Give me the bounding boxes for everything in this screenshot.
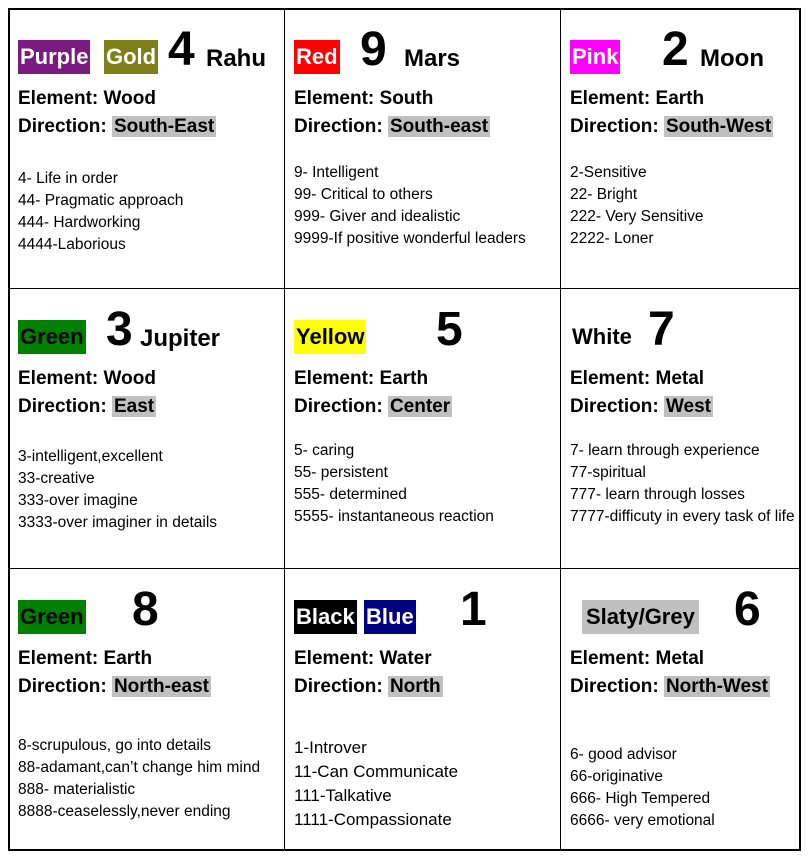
list-item: 99- Critical to others xyxy=(294,186,433,203)
cell-number: 4 xyxy=(168,23,195,76)
direction-label xyxy=(570,674,770,700)
grid-cell-7 xyxy=(562,290,801,568)
trait-list xyxy=(18,168,183,256)
direction-value: South-east xyxy=(389,116,489,137)
color-tag: Slaty/Grey xyxy=(582,600,699,634)
trait-list xyxy=(570,440,809,528)
color-tag: Red xyxy=(294,40,340,74)
color-tag: Pink xyxy=(570,40,620,74)
list-item: 3333-over imaginer in details xyxy=(18,514,218,531)
list-item: 11-Can Communicate xyxy=(294,762,459,781)
list-item: 7- learn through experience xyxy=(570,442,760,459)
element-label: Element: Metal xyxy=(570,648,705,669)
list-item: 111-Talkative xyxy=(294,786,392,805)
list-item: 7777-difficuty in every task of life xyxy=(570,508,795,525)
cell-number: 9 xyxy=(360,23,387,76)
direction-label xyxy=(570,394,713,420)
grid-cell-8 xyxy=(10,570,284,849)
color-tag: Yellow xyxy=(294,320,366,354)
direction-value: West xyxy=(665,396,712,417)
direction-prefix: Direction: xyxy=(294,396,388,417)
element-label: Element: Wood xyxy=(18,88,156,109)
color-tag: Black xyxy=(294,600,357,634)
list-item: 5555- instantaneous reaction xyxy=(294,508,494,525)
grid-cell-5 xyxy=(286,290,560,568)
planet-name: Moon xyxy=(700,45,764,72)
trait-list xyxy=(18,735,260,823)
element-label: Element: Metal xyxy=(570,368,705,389)
direction-label xyxy=(18,394,156,420)
color-tag: Green xyxy=(18,320,86,354)
list-item: 44- Pragmatic approach xyxy=(18,192,184,209)
direction-prefix: Direction: xyxy=(18,116,112,137)
list-item: 666- High Tempered xyxy=(570,790,711,807)
grid-cell-4 xyxy=(10,10,284,288)
list-item: 1-Introver xyxy=(294,738,367,757)
list-item: 8888-ceaselessly,never ending xyxy=(18,803,231,820)
direction-label xyxy=(18,674,211,700)
cell-number: 8 xyxy=(132,583,159,636)
direction-label xyxy=(18,114,216,140)
direction-value: Center xyxy=(389,396,451,417)
list-item: 6666- very emotional xyxy=(570,812,715,829)
color-tag: White xyxy=(570,320,634,354)
direction-prefix: Direction: xyxy=(18,676,112,697)
grid-cell-1 xyxy=(286,570,560,849)
list-item: 999- Giver and idealistic xyxy=(294,208,461,225)
grid-divider xyxy=(10,568,799,569)
list-item: 444- Hardworking xyxy=(18,214,141,231)
direction-prefix: Direction: xyxy=(570,396,664,417)
list-item: 777- learn through losses xyxy=(570,486,745,503)
element-label: Element: Water xyxy=(294,648,432,669)
list-item: 222- Very Sensitive xyxy=(570,208,704,225)
element-label: Element: Earth xyxy=(18,648,153,669)
planet-name: Jupiter xyxy=(140,325,221,352)
direction-value: North-east xyxy=(113,676,209,697)
direction-value: East xyxy=(113,396,155,417)
trait-list xyxy=(294,440,494,528)
direction-value: North xyxy=(389,676,441,697)
list-item: 66-originative xyxy=(570,768,664,785)
direction-value: South-East xyxy=(113,116,215,137)
color-tag: Green xyxy=(18,600,86,634)
cell-number: 3 xyxy=(106,303,133,356)
element-label: Element: Earth xyxy=(294,368,429,389)
direction-label xyxy=(294,394,452,420)
element-label: Element: Earth xyxy=(570,88,705,109)
direction-prefix: Direction: xyxy=(570,116,664,137)
direction-prefix: Direction: xyxy=(294,116,388,137)
list-item: 3-intelligent,excellent xyxy=(18,448,163,465)
list-item: 88-adamant,can’t change him mind xyxy=(18,759,261,776)
list-item: 55- persistent xyxy=(294,464,388,481)
grid-cell-6 xyxy=(562,570,801,849)
color-tag: Gold xyxy=(104,40,158,74)
grid-divider xyxy=(10,288,799,289)
direction-label xyxy=(570,114,773,140)
grid-cell-9 xyxy=(286,10,560,288)
element-label: Element: South xyxy=(294,88,434,109)
list-item: 77-spiritual xyxy=(570,464,646,481)
list-item: 4- Life in order xyxy=(18,170,118,187)
trait-list xyxy=(18,446,217,534)
direction-label xyxy=(294,674,443,700)
color-tag: Purple xyxy=(18,40,90,74)
grid-divider xyxy=(284,10,285,849)
grid-divider xyxy=(560,10,561,849)
cell-number: 2 xyxy=(662,23,689,76)
list-item: 22- Bright xyxy=(570,186,638,203)
list-item: 555- determined xyxy=(294,486,407,503)
direction-prefix: Direction: xyxy=(294,676,388,697)
list-item: 1111-Compassionate xyxy=(294,810,452,829)
list-item: 33-creative xyxy=(18,470,95,487)
list-item: 6- good advisor xyxy=(570,746,677,763)
trait-list xyxy=(570,744,715,832)
grid-cell-3 xyxy=(10,290,284,568)
list-item: 2-Sensitive xyxy=(570,164,647,181)
trait-list xyxy=(294,162,526,250)
direction-prefix: Direction: xyxy=(18,396,112,417)
planet-name: Rahu xyxy=(206,45,266,72)
lo-shu-grid xyxy=(8,8,801,851)
trait-list xyxy=(570,162,704,250)
list-item: 333-over imagine xyxy=(18,492,138,509)
list-item: 8-scrupulous, go into details xyxy=(18,737,212,754)
list-item: 9- Intelligent xyxy=(294,164,379,181)
list-item: 5- caring xyxy=(294,442,355,459)
element-label: Element: Wood xyxy=(18,368,156,389)
list-item: 4444-Laborious xyxy=(18,236,126,253)
direction-prefix: Direction: xyxy=(570,676,664,697)
grid-cell-2 xyxy=(562,10,801,288)
cell-number: 1 xyxy=(460,583,487,636)
color-tag: Blue xyxy=(364,600,416,634)
cell-number: 6 xyxy=(734,583,761,636)
direction-label xyxy=(294,114,490,140)
direction-value: North-West xyxy=(665,676,768,697)
list-item: 2222- Loner xyxy=(570,230,654,247)
cell-number: 5 xyxy=(436,303,463,356)
trait-list xyxy=(294,736,458,832)
planet-name: Mars xyxy=(404,45,461,72)
direction-value: South-West xyxy=(665,116,772,137)
cell-number: 7 xyxy=(648,303,675,356)
list-item: 888- materialistic xyxy=(18,781,136,798)
list-item: 9999-If positive wonderful leaders xyxy=(294,230,526,247)
